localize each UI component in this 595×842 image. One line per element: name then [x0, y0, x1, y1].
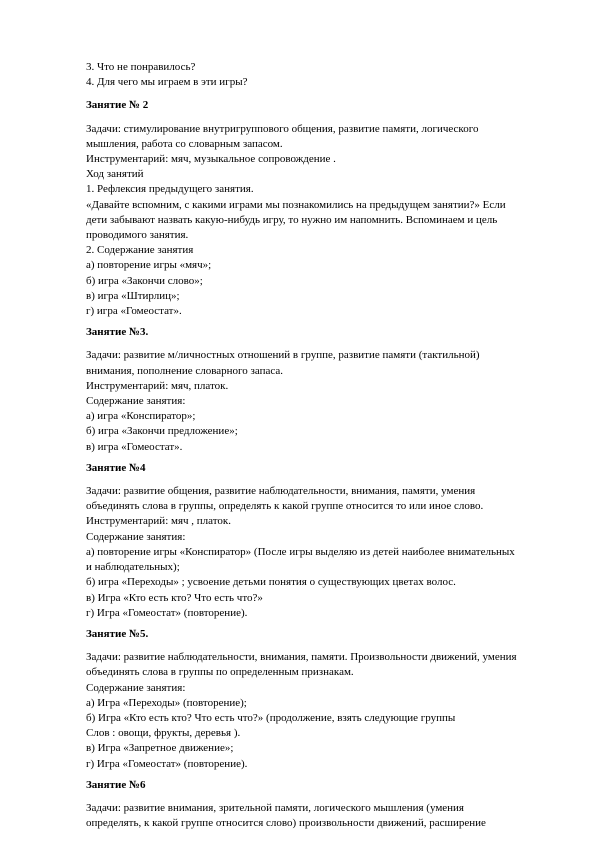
- text-line: 2. Содержание занятия: [86, 244, 194, 257]
- text-line: а) Игра «Переходы» (повторение);: [86, 696, 247, 709]
- text-line: 1. Рефлексия предыдущего занятия.: [86, 183, 254, 196]
- text-line: а) повторение игры «Конспиратор» (После игры выделяю из детей наиболее внимательных: [86, 545, 515, 558]
- text-line: «Давайте вспомним, с какими играми мы познакомились на предыдущем занятии?» Если: [86, 198, 506, 211]
- text-line: в) игра «Гомеостат».: [86, 440, 183, 453]
- text-line: Задачи: стимулирование внутригруппового общения, развитие памяти, логического: [86, 122, 479, 135]
- text-line: Задачи: развитие общения, развитие наблюдательности, внимания, памяти, умения: [86, 485, 476, 498]
- text-line: б) игра «Закончи слово»;: [86, 274, 203, 287]
- lesson-heading: Занятие №4: [86, 461, 146, 474]
- lesson-section: [86, 461, 556, 621]
- lesson-heading: Занятие №5.: [86, 627, 149, 640]
- lesson-section: [86, 778, 556, 832]
- text-line: Содержание занятия:: [86, 530, 186, 543]
- text-line: внимания, пополнение словарного запаса.: [86, 364, 284, 377]
- text-line: объединять слова в группы по определенным признакам.: [86, 666, 354, 679]
- text-line: б) игра «Переходы» ; усвоение детьми понятия о существующих цветах волос.: [86, 576, 456, 589]
- lesson-heading: Занятие №3.: [86, 326, 149, 339]
- text-line: и наблюдательных);: [86, 561, 180, 574]
- text-line: Слов : овощи, фрукты, деревья ).: [86, 727, 241, 740]
- text-line: дети забывают назвать какую-нибудь игру, то нужно им напомнить. Вспоминаем и цель: [86, 213, 498, 226]
- text-line: Задачи: развитие наблюдательности, внимания, памяти. Произвольности движений, умения: [86, 651, 517, 664]
- document-page: [86, 60, 556, 831]
- text-line: в) Игра «Кто есть кто? Что есть что?»: [86, 591, 263, 604]
- text-line: Содержание занятия:: [86, 395, 186, 408]
- lesson-section: [86, 98, 556, 319]
- text-line: Ход занятий: [86, 168, 144, 181]
- text-line: в) игра «Штирлиц»;: [86, 289, 180, 302]
- text-line: г) Игра «Гомеостат» (повторение).: [86, 757, 248, 770]
- text-line: Инструментарий: мяч , платок.: [86, 515, 232, 528]
- text-line: б) игра «Закончи предложение»;: [86, 425, 238, 438]
- lesson-section: [86, 325, 556, 455]
- text-line: 3. Что не понравилось?: [86, 61, 196, 73]
- text-line: проводимого занятия.: [86, 229, 189, 242]
- lesson-section: [86, 627, 556, 772]
- text-line: Задачи: развитие внимания, зрительной памяти, логического мышления (умения: [86, 801, 464, 814]
- text-line: а) игра «Конспиратор»;: [86, 410, 196, 423]
- text-line: г) Игра «Гомеостат» (повторение).: [86, 606, 248, 619]
- text-line: в) Игра «Запретное движение»;: [86, 742, 234, 755]
- text-line: Инструментарий: мяч, платок.: [86, 379, 229, 392]
- text-line: Инструментарий: мяч, музыкальное сопровождение .: [86, 153, 336, 166]
- lesson-heading: Занятие № 2: [86, 99, 149, 112]
- text-line: мышления, работа со словарным запасом.: [86, 137, 283, 150]
- text-line: Содержание занятия:: [86, 681, 186, 694]
- text-line: а) повторение игры «мяч»;: [86, 259, 212, 272]
- text-line: г) игра «Гомеостат».: [86, 305, 182, 318]
- intro-lines: [86, 60, 556, 90]
- text-line: б) Игра «Кто есть кто? Что есть что?» (продолжение, взять следующие группы: [86, 711, 456, 724]
- text-line: объединять слова в группы, определять к какой группе относится то или иное слово.: [86, 500, 484, 513]
- text-line: определять, к какой группе относится слово) произвольности движений, расширение: [86, 817, 486, 830]
- lesson-heading: Занятие №6: [86, 778, 146, 791]
- text-line: Задачи: развитие м/личностных отношений в группе, развитие памяти (тактильной): [86, 349, 480, 362]
- text-line: 4. Для чего мы играем в эти игры?: [86, 76, 248, 89]
